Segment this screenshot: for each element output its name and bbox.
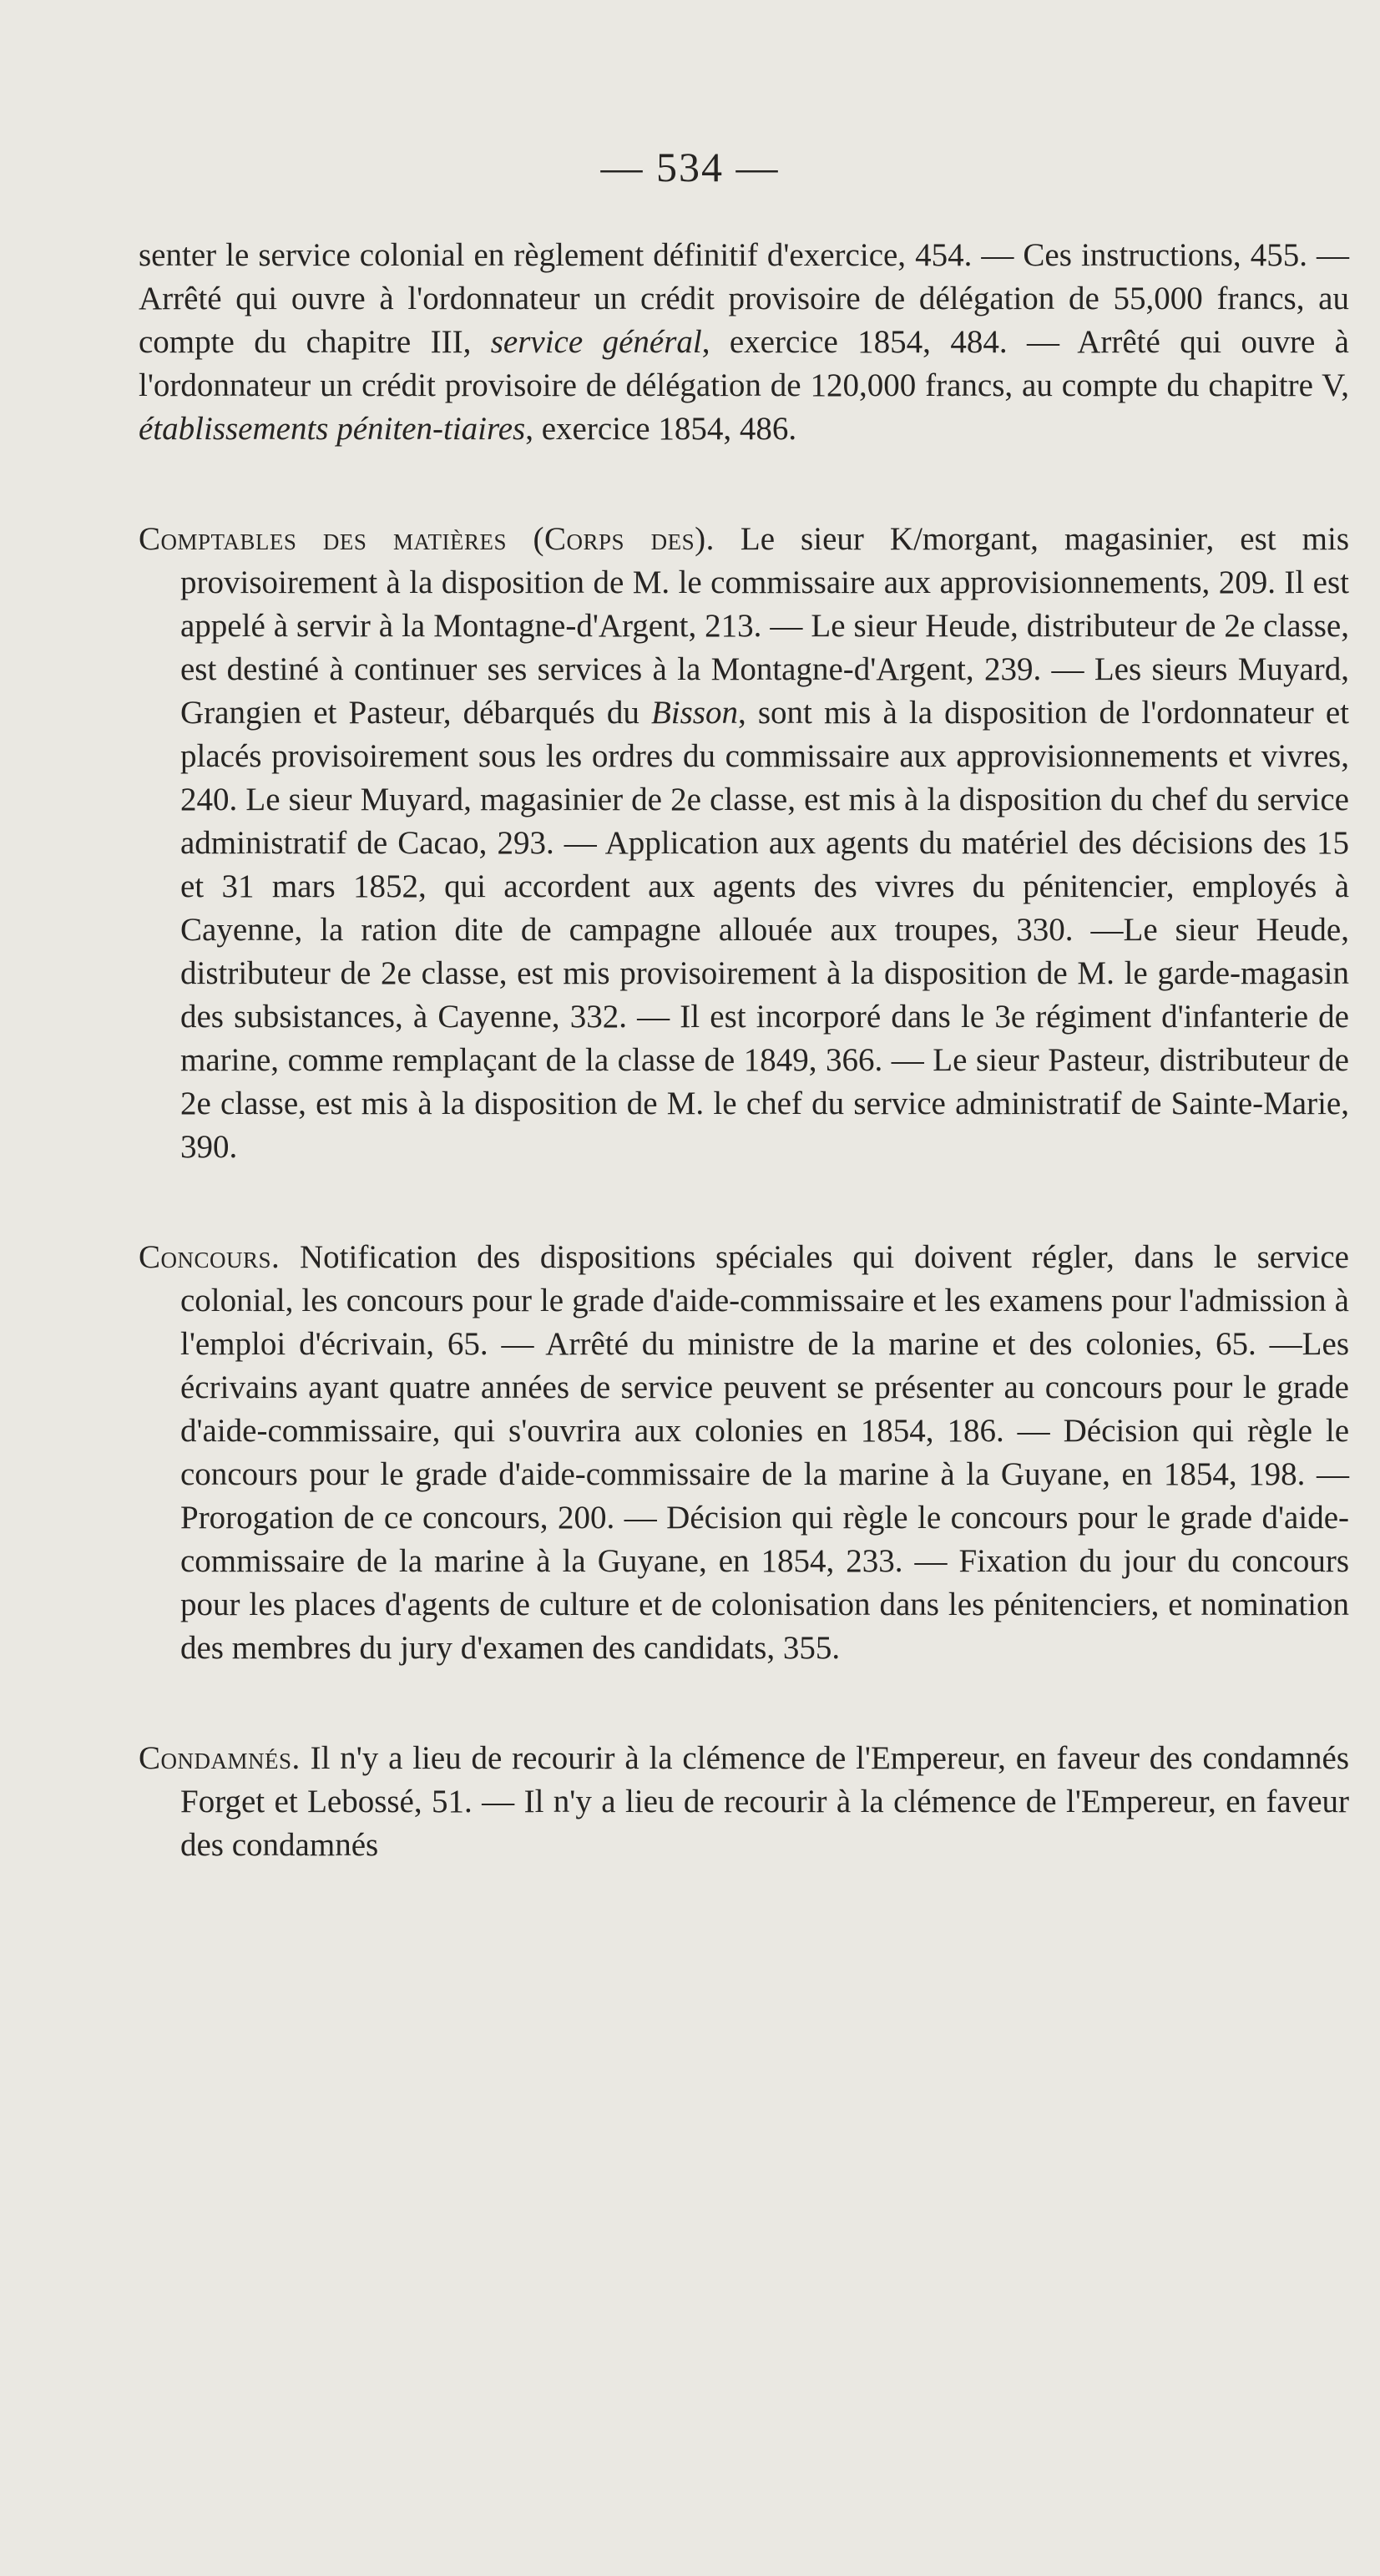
italic-segment: établissements péniten-tiaires <box>139 411 526 447</box>
page-number: — 534 — <box>600 144 780 190</box>
entry-text <box>139 1236 1349 1670</box>
text-segment: Le sieur K/morgant, magasinier, est mis provisoirement à la disposition de M. le commissaire aux approvisionnements, 209. Il est appelé à servir à la Montagne-d'Argent, 213. — Le sieur Heude, distributeur de 2e classe, est destiné à continuer ses services à la Montagne-d'Argent, 239. — Les sieurs Muyard, Grangien et Pasteur, débarqués du <box>180 521 1349 731</box>
entry-text <box>139 518 1349 1169</box>
index-entry-condamnes <box>139 1737 1349 1867</box>
text-segment: Notification des dispositions spéciales qui doivent régler, dans le service colonial, les concours pour le grade d'aide-commissaire et les examens pour l'admission à l'emploi d'écrivain, 65. — Arrêté du ministre de la marine et des colonies, 65. —Les écrivains ayant quatre années de service peuvent se présenter au concours pour le grade d'aide-commissaire, qui s'ouvrira aux colonies en 1854, 186. — Décision qui règle le concours pour le grade d'aide-commissaire de la marine à la Guyane, en 1854, 198. — Prorogation de ce concours, 200. — Décision qui règle le concours pour le grade d'aide-commissaire de la marine à la Guyane, en 1854, 233. — Fixation du jour du concours pour les places d'agents de culture et de colonisation dans les pénitenciers, et nomination des membres du jury d'examen des candidats, 355. <box>180 1239 1349 1666</box>
entry-text <box>139 234 1349 451</box>
entry-headword: Comptables des matières (Corps des). <box>139 521 715 557</box>
italic-segment: Bisson <box>650 695 738 731</box>
text-segment: , exercice 1854, 486. <box>525 411 797 447</box>
text-segment: , exercice 1854, 484. — Arrêté qui ouvre à l'ordonnateur un crédit provisoire de délégation de 120,000 francs, au compte du chapitre V, <box>139 324 1349 403</box>
text-segment: , sont mis à la disposition de l'ordonnateur et placés provisoirement sous les ordres du commissaire aux approvisionnements et vivres, 240. Le sieur Muyard, magasinier de 2e classe, est mis à la disposition du chef du service administratif de Cacao, 293. — Application aux agents du matériel des décisions des 15 et 31 mars 1852, qui accordent aux agents des vivres du pénitencier, employés à Cayenne, la ration dite de campagne allouée aux troupes, 330. —Le sieur Heude, distributeur de 2e classe, est mis provisoirement à la disposition de M. le garde-magasin des subsistances, à Cayenne, 332. — Il est incorporé dans le 3e régiment d'infanterie de marine, comme remplaçant de la classe de 1849, 366. — Le sieur Pasteur, distributeur de 2e classe, est mis à la disposition de M. le chef du service administratif de Sainte-Marie, 390. <box>180 695 1349 1165</box>
entry-headword: Condamnés. <box>139 1740 301 1776</box>
entry-text <box>139 1737 1349 1867</box>
index-entry-concours <box>139 1236 1349 1670</box>
entry-headword: Concours. <box>139 1239 281 1275</box>
index-entry-continuation <box>139 234 1349 451</box>
italic-segment: service général <box>490 324 702 360</box>
index-content <box>139 234 1349 1867</box>
index-entry-comptables <box>139 518 1349 1169</box>
text-segment: senter le service colonial en règlement définitif d'exercice, 454. — Ces instructions, 455. — Arrêté qui ouvre à l'ordonnateur un crédit provisoire de délégation de 55,000 francs, au compte du chapitre III, <box>139 237 1349 360</box>
text-segment: Il n'y a lieu de recourir à la clémence de l'Empereur, en faveur des condamnés Forget et Lebossé, 51. — Il n'y a lieu de recourir à la clémence de l'Empereur, en faveur des condamnés <box>180 1740 1349 1863</box>
